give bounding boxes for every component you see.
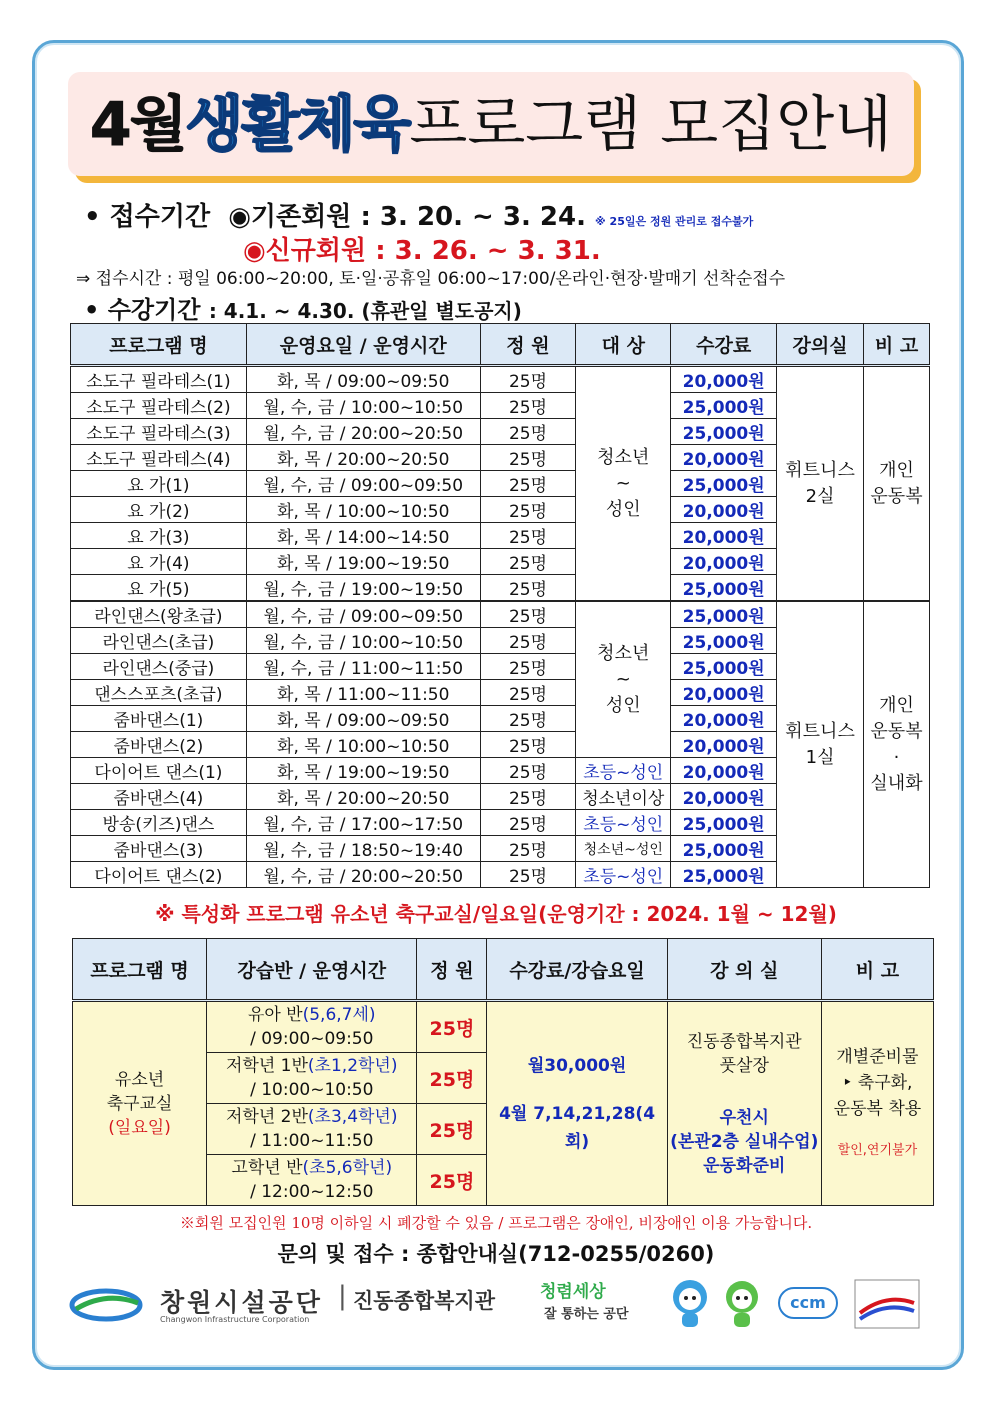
program-name: 줌바댄스(4) <box>71 784 247 810</box>
table-row <box>73 1001 934 1053</box>
class-cell: 유아 반(5,6,7세) / 09:00~09:50 <box>207 1001 417 1053</box>
schedule: 월, 수, 금 / 18:50~19:40 <box>246 836 480 862</box>
fee: 25,000원 <box>671 836 777 862</box>
capacity: 25명 <box>480 836 576 862</box>
capacity: 25명 <box>480 471 576 497</box>
program-name: 다이어트 댄스(1) <box>71 758 247 784</box>
fee: 25,000원 <box>671 575 777 602</box>
program-name: 줌바댄스(3) <box>71 836 247 862</box>
schedule: 월, 수, 금 / 17:00~17:50 <box>246 810 480 836</box>
separator: | <box>338 1281 347 1311</box>
fee: 25,000원 <box>671 393 777 419</box>
program-name: 소도구 필라테스(1) <box>71 366 247 393</box>
schedule: 화, 목 / 20:00~20:50 <box>246 784 480 810</box>
capacity: 25명 <box>480 628 576 654</box>
new-member-line <box>243 230 601 267</box>
title-rest: 프로그램 모집안내 <box>409 90 893 160</box>
header-capacity: 정 원 <box>417 939 487 1001</box>
target: 초등~성인 <box>576 810 671 836</box>
existing-note: ※ 25일은 정원 관리로 접수불가 <box>595 215 754 228</box>
program-name: 라인댄스(초급) <box>71 628 247 654</box>
capacity: 25명 <box>480 393 576 419</box>
certification-mark-icon <box>854 1279 920 1329</box>
header-class: 강습반 / 운영시간 <box>207 939 417 1001</box>
program-name: 소도구 필라테스(4) <box>71 445 247 471</box>
ccm-logo: ccm <box>778 1287 838 1319</box>
special-fee: 월30,000원 4월 7,14,21,28(4회) <box>487 1001 667 1206</box>
course-period-label: 수강기간 <box>107 296 201 324</box>
schedule: 화, 목 / 10:00~10:50 <box>246 497 480 523</box>
title-banner <box>68 72 914 176</box>
room-group1: 휘트니스 2실 <box>777 366 864 602</box>
capacity: 25명 <box>480 523 576 549</box>
program-name: 요 가(1) <box>71 471 247 497</box>
header-room: 강의실 <box>777 324 864 366</box>
target: 청소년~성인 <box>576 836 671 862</box>
schedule: 화, 목 / 09:00~09:50 <box>246 366 480 393</box>
header-schedule: 운영요일 / 운영시간 <box>246 324 480 366</box>
header-room: 강 의 실 <box>667 939 821 1001</box>
registration-label: 접수기간 <box>109 202 211 232</box>
schedule: 화, 목 / 19:00~19:50 <box>246 758 480 784</box>
header-capacity: 정 원 <box>480 324 576 366</box>
capacity: 25명 <box>480 549 576 575</box>
program-name: 소도구 필라테스(3) <box>71 419 247 445</box>
fee: 25,000원 <box>671 471 777 497</box>
city-logo-icon <box>68 1283 148 1327</box>
capacity: 25명 <box>480 445 576 471</box>
capacity: 25명 <box>417 1155 487 1206</box>
header-target: 대 상 <box>576 324 671 366</box>
header-program: 프로그램 명 <box>73 939 207 1001</box>
special-program-title: ※ 특성화 프로그램 유소년 축구교실/일요일(운영기간 : 2024. 1월 ~ 12월) <box>155 902 837 926</box>
schedule: 월, 수, 금 / 09:00~09:50 <box>246 601 480 628</box>
slogan-top: 청렴세상 <box>540 1282 606 1302</box>
table-header-row <box>73 939 934 1001</box>
org1-english: Changwon Infrastructure Corporation <box>160 1315 310 1324</box>
capacity: 25명 <box>480 601 576 628</box>
program-name: 다이어트 댄스(2) <box>71 862 247 888</box>
existing-period: : 3. 20. ~ 3. 24. <box>360 202 586 232</box>
schedule: 화, 목 / 09:00~09:50 <box>246 706 480 732</box>
schedule: 월, 수, 금 / 09:00~09:50 <box>246 471 480 497</box>
target: 청소년이상 <box>576 784 671 810</box>
target-group1: 청소년 ~ 성인 <box>576 366 671 602</box>
schedule: 월, 수, 금 / 20:00~20:50 <box>246 862 480 888</box>
fee: 20,000원 <box>671 758 777 784</box>
class-cell: 저학년 2반(초3,4학년) / 11:00~11:50 <box>207 1104 417 1155</box>
schedule: 화, 목 / 11:00~11:50 <box>246 680 480 706</box>
special-program-table <box>72 938 934 1206</box>
program-table <box>70 323 930 888</box>
org1-name: 창원시설공단 <box>160 1288 323 1317</box>
fee: 25,000원 <box>671 601 777 628</box>
title-highlight: 생활체육 <box>185 90 410 160</box>
capacity: 25명 <box>417 1104 487 1155</box>
target: 초등~성인 <box>576 758 671 784</box>
header-fee: 수강료 <box>671 324 777 366</box>
table-header-row <box>71 324 930 366</box>
program-name: 요 가(5) <box>71 575 247 602</box>
special-room: 진동종합복지관 풋살장 우천시 (본관2층 실내수업) 운동화준비 <box>667 1001 821 1206</box>
schedule: 월, 수, 금 / 10:00~10:50 <box>246 628 480 654</box>
fee: 25,000원 <box>671 654 777 680</box>
fee: 20,000원 <box>671 732 777 758</box>
note-group2: 개인 운동복 · 실내화 <box>864 601 930 888</box>
fee: 20,000원 <box>671 366 777 393</box>
slogan-bottom: 잘 통하는 공단 <box>544 1307 629 1322</box>
capacity: 25명 <box>480 758 576 784</box>
program-name: 줌바댄스(2) <box>71 732 247 758</box>
fee: 20,000원 <box>671 549 777 575</box>
capacity: 25명 <box>480 784 576 810</box>
program-name: 소도구 필라테스(2) <box>71 393 247 419</box>
contact-info: 문의 및 접수 : 종합안내실(712-0255/0260) <box>277 1242 715 1266</box>
header-program: 프로그램 명 <box>71 324 247 366</box>
program-name: 요 가(4) <box>71 549 247 575</box>
page-title <box>68 80 914 170</box>
course-period-line: • 수강기간 : 4.1. ~ 4.30. (휴관일 별도공지) <box>84 296 522 324</box>
fee: 20,000원 <box>671 445 777 471</box>
course-period-value: : 4.1. ~ 4.30. (휴관일 별도공지) <box>208 299 522 323</box>
program-name: 라인댄스(중급) <box>71 654 247 680</box>
room-group2: 휘트니스 1실 <box>777 601 864 888</box>
schedule: 월, 수, 금 / 20:00~20:50 <box>246 419 480 445</box>
schedule: 화, 목 / 14:00~14:50 <box>246 523 480 549</box>
fee: 25,000원 <box>671 419 777 445</box>
new-period: : 3. 26. ~ 3. 31. <box>375 236 601 266</box>
fee: 20,000원 <box>671 497 777 523</box>
capacity: 25명 <box>417 1001 487 1053</box>
fee: 25,000원 <box>671 862 777 888</box>
capacity: 25명 <box>480 419 576 445</box>
program-name: 줌바댄스(1) <box>71 706 247 732</box>
capacity: 25명 <box>480 654 576 680</box>
capacity: 25명 <box>480 862 576 888</box>
capacity: 25명 <box>480 366 576 393</box>
capacity: 25명 <box>480 732 576 758</box>
schedule: 화, 목 / 19:00~19:50 <box>246 549 480 575</box>
special-program-name: 유소년 축구교실 (일요일) <box>73 1001 207 1206</box>
fee: 20,000원 <box>671 706 777 732</box>
target-group2: 청소년 ~ 성인 <box>576 601 671 758</box>
capacity: 25명 <box>480 575 576 602</box>
capacity: 25명 <box>480 680 576 706</box>
special-note: 개별준비물 ‣ 축구화, 운동복 착용 할인,연기불가 <box>821 1001 933 1206</box>
program-name: 방송(키즈)댄스 <box>71 810 247 836</box>
registration-line: • 접수기간 ◉기존회원 : 3. 20. ~ 3. 24. ※ 25일은 정원 관리로 접수불가 <box>84 202 754 232</box>
fee: 20,000원 <box>671 784 777 810</box>
schedule: 화, 목 / 10:00~10:50 <box>246 732 480 758</box>
program-name: 요 가(3) <box>71 523 247 549</box>
capacity: 25명 <box>480 810 576 836</box>
class-cell: 저학년 1반(초1,2학년) / 10:00~10:50 <box>207 1053 417 1104</box>
table-row <box>71 366 930 393</box>
target: 초등~성인 <box>576 862 671 888</box>
schedule: 월, 수, 금 / 19:00~19:50 <box>246 575 480 602</box>
capacity: 25명 <box>480 706 576 732</box>
mascot-green-icon <box>720 1277 764 1329</box>
footer-notice: ※회원 모집인원 10명 이하일 시 폐강할 수 있음 / 프로그램은 장애인, 비장애인 이용 가능합니다. <box>179 1214 813 1232</box>
program-name: 라인댄스(왕초급) <box>71 601 247 628</box>
fee: 20,000원 <box>671 680 777 706</box>
schedule: 월, 수, 금 / 11:00~11:50 <box>246 654 480 680</box>
schedule: 월, 수, 금 / 10:00~10:50 <box>246 393 480 419</box>
program-name: 댄스스포츠(초급) <box>71 680 247 706</box>
class-cell: 고학년 반(초5,6학년) / 12:00~12:50 <box>207 1155 417 1206</box>
org2-name: 진동종합복지관 <box>353 1289 496 1313</box>
fee: 25,000원 <box>671 628 777 654</box>
header-note: 비 고 <box>864 324 930 366</box>
registration-hours: ⇒ 접수시간 : 평일 06:00~20:00, 토·일·공휴일 06:00~17:00/온라인·현장·발매기 선착순접수 <box>76 269 786 289</box>
logo-bar <box>68 1275 928 1335</box>
fee: 20,000원 <box>671 523 777 549</box>
capacity: 25명 <box>480 497 576 523</box>
note-group1: 개인 운동복 <box>864 366 930 602</box>
header-note: 비 고 <box>821 939 933 1001</box>
program-name: 요 가(2) <box>71 497 247 523</box>
title-month: 4월 <box>89 90 186 160</box>
header-fee-days: 수강료/강습요일 <box>487 939 667 1001</box>
mascot-blue-icon <box>668 1277 712 1329</box>
schedule: 화, 목 / 20:00~20:50 <box>246 445 480 471</box>
new-label: ◉신규회원 <box>243 236 367 266</box>
existing-label: ◉기존회원 <box>228 202 352 232</box>
table-row <box>71 601 930 628</box>
capacity: 25명 <box>417 1053 487 1104</box>
fee: 25,000원 <box>671 810 777 836</box>
